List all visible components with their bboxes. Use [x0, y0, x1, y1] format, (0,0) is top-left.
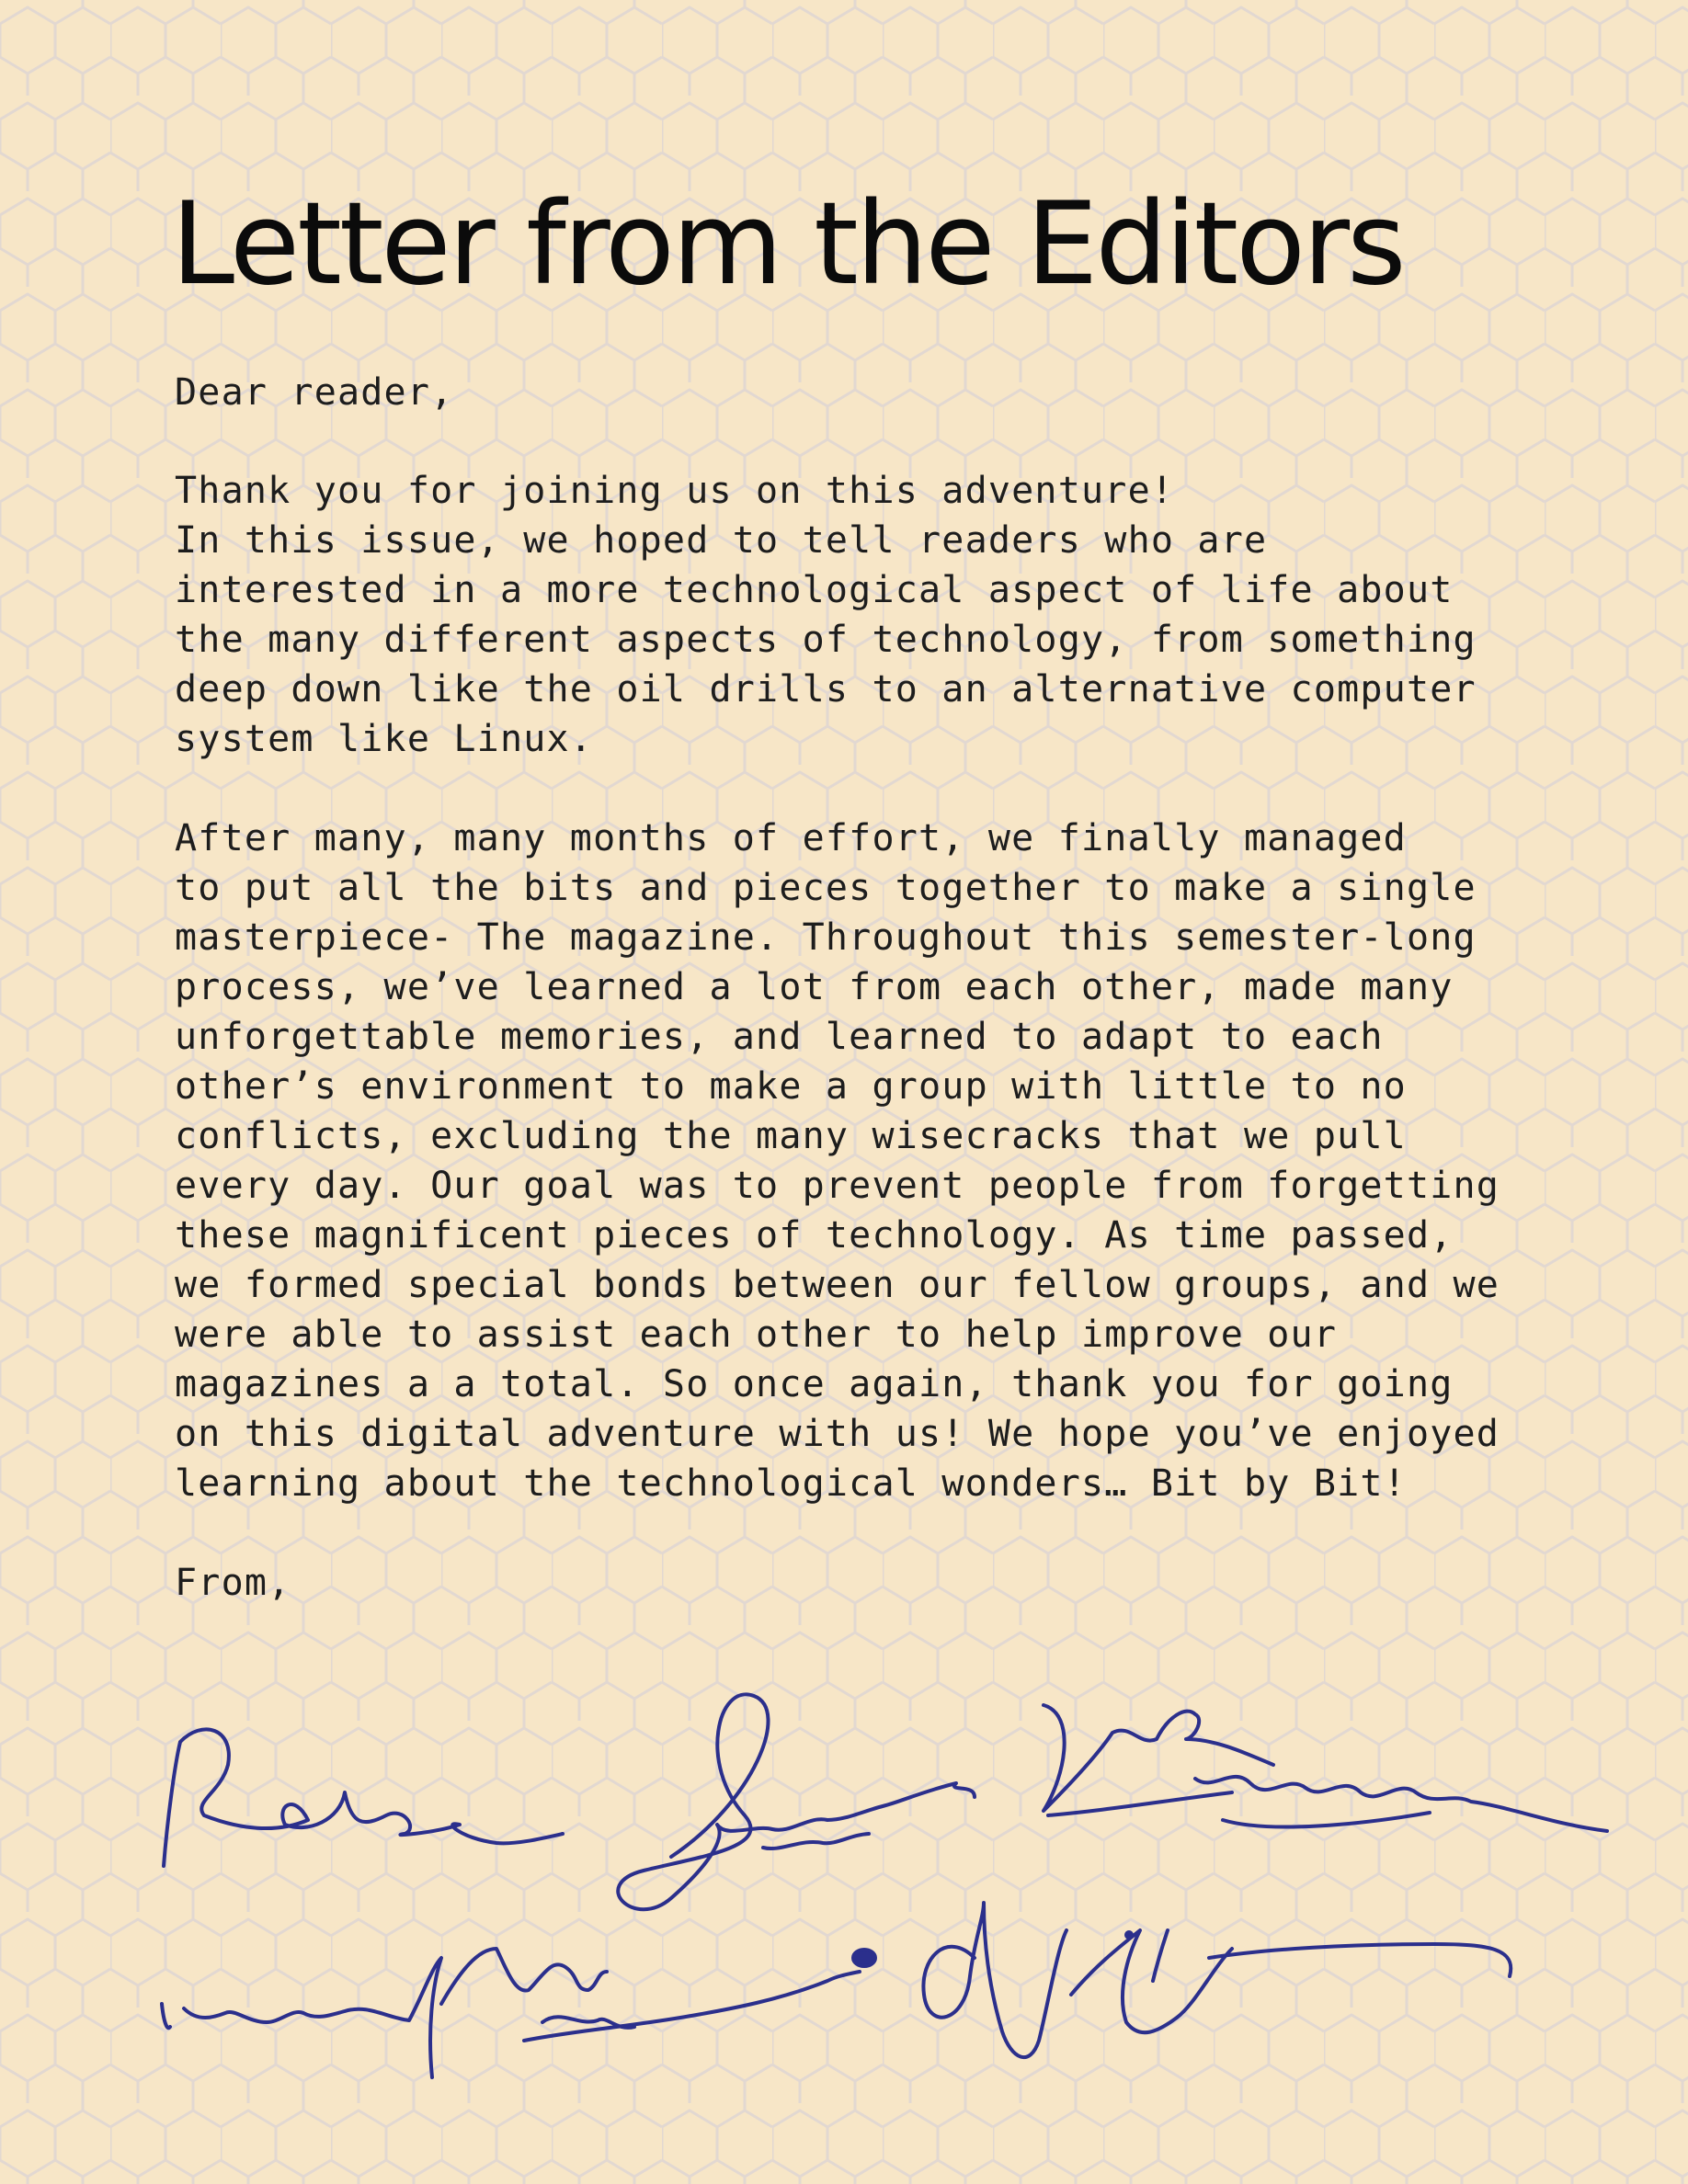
letter-paragraph-1: Thank you for joining us on this adventure! In this issue, we hoped to tell readers who are interested in a more technological aspect of life about the many different aspects of technology, from something deep down like the oil drills to an alternative computer system like Linux. [175, 470, 1477, 760]
letter-closing: From, [175, 1562, 291, 1604]
signature-3 [1044, 1705, 1273, 1811]
letter-salutation: Dear reader, [175, 371, 454, 414]
letter-paragraph-2: After many, many months of effort, we finally managed to put all the bits and pieces together to make a single masterpiece- The magazine. Throughout this semester-long process, we’ve learned a lot from each other, made many unforgettable memories, and learned to adapt to each other’s environment to make a group with little to no conflicts, excluding the many wisecracks that we pull every day. Our goal was to prevent people from forgetting these magnificent pieces of technology. As time passed, we formed special bonds between our fellow groups, and we were able to assist each other to help improve our magazines a a total. So once again, thank you for going on this digital adventure with us! We hope you’ve enjoyed learning about the technological wonders… Bit by Bit! [175, 817, 1500, 1505]
signature-5 [923, 1903, 1066, 2057]
editor-signatures [0, 1655, 1688, 2133]
signature-2 [618, 1694, 975, 1909]
signature-1 [164, 1729, 563, 1866]
page-title: Letter from the Editors [171, 178, 1404, 311]
signature-4 [162, 1949, 607, 2077]
